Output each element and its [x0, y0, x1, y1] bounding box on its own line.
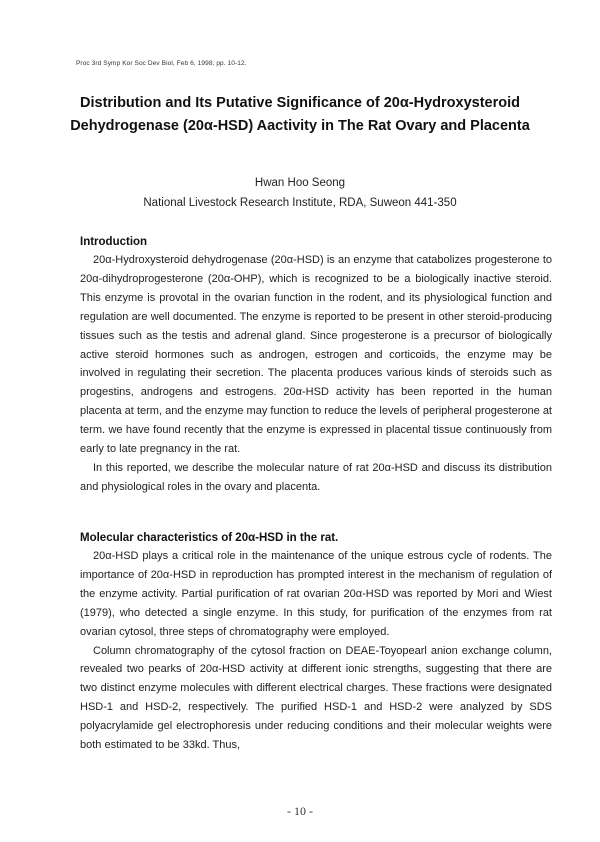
body-paragraph: 20α-HSD plays a critical role in the maintenance of the unique estrous cycle of rodents. The importance of 20α-HSD in reproduction has prompted interest in the mechanism of regulation of the enzyme activity. Partial purification of rat ovarian 20α-HSD was reported by Mori and Wiest (1979), who detected a single enzyme. In this study, for purification of the enzymes from rat ovarian cytosol, three steps of chromatography were employed.	[80, 550, 552, 638]
body-paragraph: In this reported, we describe the molecular nature of rat 20α-HSD and discuss its distribution and physiological roles in the ovary and placenta.	[80, 461, 552, 493]
author-affiliation: National Livestock Research Institute, RDA, Suweon 441-350	[143, 197, 457, 209]
section-molecular-characteristics	[80, 529, 552, 755]
section-heading: Molecular characteristics of 20α-HSD in the rat.	[80, 532, 339, 544]
author-name: Hwan Hoo Seong	[254, 177, 346, 189]
section-introduction	[80, 233, 552, 497]
article-title: Distribution and Its Putative Significance of 20α-Hydroxysteroid Dehydrogenase (20α-HSD) Aactivity in The Rat Ovary and Placenta	[70, 95, 530, 134]
body-paragraph: 20α-Hydroxysteroid dehydrogenase (20α-HSD) is an enzyme that catabolizes progesterone to 20α-dihydroprogesterone (20α-OHP), which is recognized to be a biologically inactive steroid. This enzyme is provotal in the ovarian function in the rodent, and its physiological function and regulation are well documented. The enzyme is reported to be present in other steroid-producing tissues such as the testis and adrenal gland. Since progesterone is a precursor of biologically active steroid hormones such as androgen, estrogen and corticoids, the enzyme may be involved in regulating their secretion. The placenta produces various kinds of steroids such as progestins, androgens and estrogens. 20α-HSD activity has been reported in the human placenta at term, and the enzyme may function to reduce the levels of peripheral progesterone at term. we have found recently that the enzyme is expressed in placental tissue continuously from early to late pregnancy in the rat.	[80, 254, 552, 456]
section-heading: Introduction	[80, 236, 148, 248]
page-number: - 10 -	[287, 804, 313, 818]
citation-header: Proc 3rd Symp Kor Soc Dev Biol, Feb 6, 1998, pp. 10-12.	[76, 60, 247, 67]
body-paragraph: Column chromatography of the cytosol fraction on DEAE-Toyopearl anion exchange column, revealed two pearks of 20α-HSD activity at different ionic strengths, suggesting that there are two distinct enzyme molecules with different electrical charges. These fractions were designated HSD-1 and HSD-2, respectively. The purified HSD-1 and HSD-2 were analyzed by SDS polyacrylamide gel electrophoresis under reducing conditions and their molecular weights were both estimated to be 33kd. Thus,	[80, 644, 552, 752]
